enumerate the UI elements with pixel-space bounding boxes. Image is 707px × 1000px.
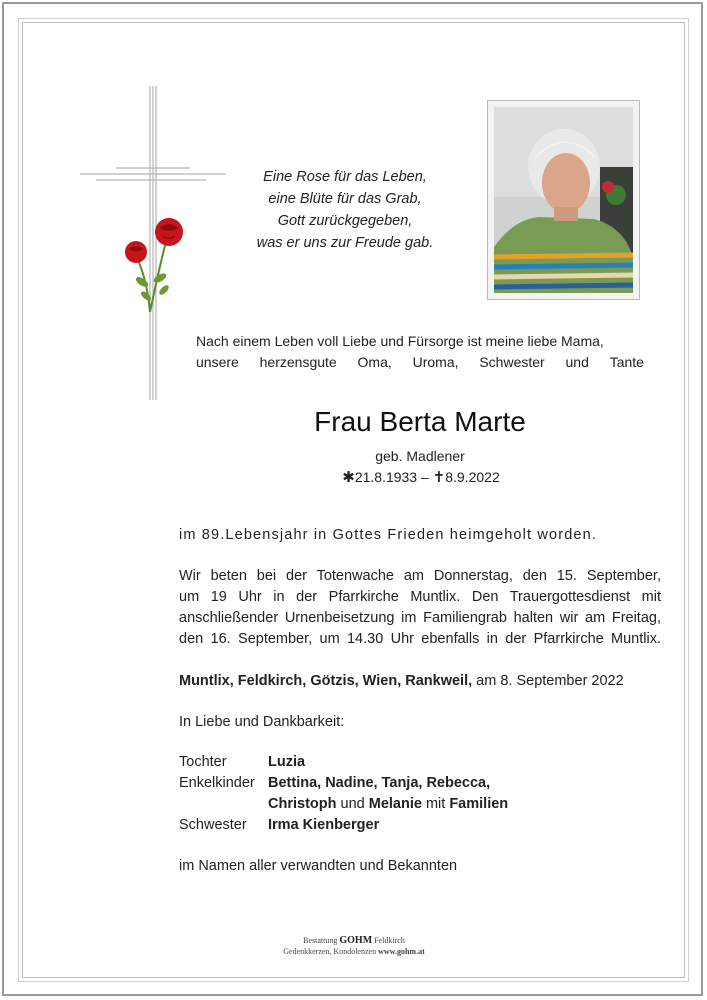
footer-line-2 bbox=[250, 946, 458, 957]
family-list bbox=[179, 752, 508, 836]
wake-paragraph bbox=[179, 566, 661, 650]
relation-label: Enkelkinder bbox=[179, 775, 255, 791]
intro-word: Oma, bbox=[357, 354, 392, 370]
poem-line: was er uns zur Freude gab. bbox=[256, 235, 434, 251]
relation-label: Schwester bbox=[179, 817, 247, 833]
heimgeholt-text: im 89.Lebensjahr in Gottes Frieden heimgeholt worden. bbox=[179, 527, 598, 543]
portrait-frame bbox=[487, 100, 640, 300]
birth-name: geb. Madlener bbox=[375, 448, 465, 464]
wake-line: um 19 Uhr in der Pfarrkirche Muntlix. Den Trauergottesdienst mit bbox=[179, 589, 661, 605]
relation-names bbox=[268, 794, 508, 815]
closing-line: im Namen aller verwandten und Bekannten bbox=[179, 858, 458, 874]
intro-word: Uroma, bbox=[412, 354, 459, 370]
birth-date: 21.8.1933 – bbox=[354, 469, 429, 485]
footer-line-1 bbox=[250, 935, 458, 946]
poem-line: Eine Rose für das Leben, bbox=[263, 169, 427, 185]
intro-word: Tante bbox=[609, 354, 644, 370]
poem bbox=[230, 166, 460, 254]
place-date-line bbox=[179, 671, 661, 692]
wake-line: Wir beten bei der Totenwache am Donnerstag, den 15. September, bbox=[179, 568, 661, 584]
footer-city: Feldkirch bbox=[374, 936, 405, 945]
grandchild-name: Melanie bbox=[368, 796, 422, 812]
footer bbox=[250, 935, 458, 957]
relation-names: Luzia bbox=[268, 754, 306, 770]
relation-names: Irma Kienberger bbox=[268, 817, 380, 833]
intro-line-justified bbox=[196, 352, 644, 373]
places: Muntlix, Feldkirch, Götzis, Wien, Rankweil, bbox=[179, 673, 473, 689]
love-line: In Liebe und Dankbarkeit: bbox=[179, 714, 345, 730]
death-date: 8.9.2022 bbox=[445, 469, 500, 485]
intro-word: unsere bbox=[196, 354, 239, 370]
birth-star-icon: ✱ bbox=[342, 469, 355, 486]
family-row bbox=[179, 773, 508, 794]
footer-services: Gedenkkerzen, Kondolenzen bbox=[283, 947, 377, 956]
footer-web-link[interactable]: www.gohm.at bbox=[378, 947, 425, 956]
family-row bbox=[179, 794, 508, 815]
footer-prefix: Bestattung bbox=[303, 936, 338, 945]
family-row bbox=[179, 752, 508, 773]
relation-names: Bettina, Nadine, Tanja, Rebecca, bbox=[268, 775, 491, 791]
grandchild-name: Christoph bbox=[268, 796, 337, 812]
intro-word: herzensgute bbox=[259, 354, 337, 370]
family-row bbox=[179, 815, 508, 836]
deceased-name: Frau Berta Marte bbox=[314, 406, 526, 437]
death-cross-icon: ✝ bbox=[432, 469, 446, 486]
wake-line: anschließender Urnenbeisetzung im Familiengrab halten wir am Freitag, bbox=[179, 610, 661, 626]
intro-word: Schwester bbox=[479, 354, 545, 370]
conjunction: und bbox=[340, 796, 365, 812]
place-date: am 8. September 2022 bbox=[476, 673, 624, 689]
life-dates bbox=[290, 468, 552, 486]
poem-line: eine Blüte für das Grab, bbox=[268, 191, 422, 207]
intro-word: und bbox=[565, 354, 589, 370]
wake-line: den 16. September, um 14.30 Uhr ebenfalls in der Pfarrkirche Muntlix. bbox=[179, 631, 661, 647]
intro-line: Nach einem Leben voll Liebe und Fürsorge ist meine liebe Mama, bbox=[196, 333, 604, 349]
grandchild-name: Familien bbox=[449, 796, 509, 812]
footer-brand: GOHM bbox=[339, 935, 373, 946]
poem-line: Gott zurückgegeben, bbox=[277, 213, 413, 229]
intro-text bbox=[196, 331, 644, 373]
portrait-photo bbox=[494, 107, 633, 293]
relation-label: Tochter bbox=[179, 754, 227, 770]
conjunction: mit bbox=[425, 796, 446, 812]
